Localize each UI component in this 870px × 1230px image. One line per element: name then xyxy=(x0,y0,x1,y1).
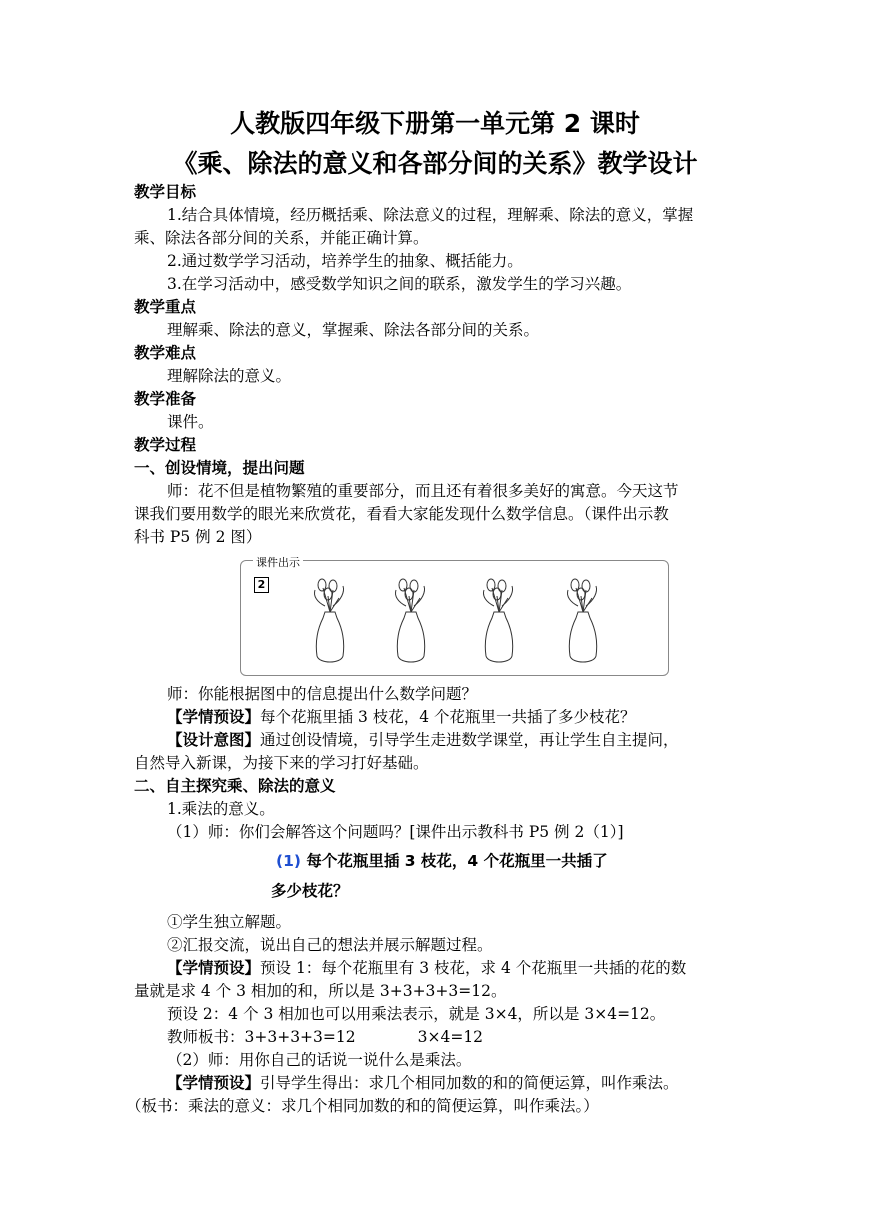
flower-vase-illustration xyxy=(384,576,438,668)
document-title-line-1: 人教版四年级下册第一单元第 2 课时 xyxy=(230,109,640,138)
flower-vase-illustration xyxy=(472,576,526,668)
question-number: (1) xyxy=(276,852,301,870)
preset-1-text: 预设 1：每个花瓶里有 3 枝花，求 4 个花瓶里一共插的花的数 xyxy=(260,959,687,977)
difficulty-heading: 教学难点 xyxy=(134,344,197,362)
section2-step-2: ②汇报交流，说出自己的想法并展示解题过程。 xyxy=(167,936,493,954)
section2-preset-2: 预设 2：4 个 3 相加也可以用乘法表示，就是 3×4，所以是 3×4=12。 xyxy=(167,1005,666,1023)
example-number-badge: 2 xyxy=(254,577,269,593)
section2-board-definition: （板书：乘法的意义：求几个相同加数的和的简便运算，叫作乘法。） xyxy=(126,1097,599,1115)
section1-paragraph-line-2: 课我们要用数学的眼光来欣赏花，看看大家能发现什么数学信息。（课件出示教 xyxy=(134,505,669,523)
prep-text: 课件。 xyxy=(167,413,214,431)
key-text: 理解乘、除法的意义，掌握乘、除法各部分间的关系。 xyxy=(167,321,540,339)
section2-sub-1: （1）师：你们会解答这个问题吗？[课件出示教科书 P5 例 2（1）] xyxy=(167,823,624,841)
preset-text: 每个花瓶里插 3 枝花，4 个花瓶里一共插了多少枝花？ xyxy=(260,708,636,726)
section2-preset-3 xyxy=(167,1072,679,1094)
flower-vase-illustration xyxy=(556,576,610,668)
preset-tag: 【学情预设】 xyxy=(167,1074,261,1092)
process-heading: 教学过程 xyxy=(134,436,197,454)
intent-text: 通过创设情境，引导学生走进数学课堂，再让学生自主提问， xyxy=(260,731,679,749)
section1-paragraph-line-3: 科书 P5 例 2 图） xyxy=(134,528,262,546)
section1-intent xyxy=(167,729,679,751)
section2-item-1: 1.乘法的意义。 xyxy=(167,800,275,818)
section2-sub-2: （2）师：用你自己的话说一说什么是乘法。 xyxy=(167,1051,472,1069)
section2-board: 教师板书：3+3+3+3=12 3×4=12 xyxy=(167,1028,484,1046)
goal-item-1-cont: 乘、除法各部分间的关系，并能正确计算。 xyxy=(134,229,429,247)
section1-heading: 一、创设情境，提出问题 xyxy=(134,459,305,477)
courseware-figure-label: 课件出示 xyxy=(253,554,303,570)
section1-question-prompt: 师：你能根据图中的信息提出什么数学问题？ xyxy=(167,685,478,703)
goal-item-3: 3.在学习活动中，感受数学知识之间的联系，激发学生的学习兴趣。 xyxy=(167,275,632,293)
intent-tag: 【设计意图】 xyxy=(167,731,261,749)
section1-paragraph-line-1: 师：花不但是植物繁殖的重要部分，而且还有着很多美好的寓意。今天这节 xyxy=(167,482,679,500)
key-heading: 教学重点 xyxy=(134,298,197,316)
goals-heading: 教学目标 xyxy=(134,183,197,201)
section2-preset-1 xyxy=(167,957,686,979)
preset-tag: 【学情预设】 xyxy=(167,959,261,977)
section1-preset xyxy=(167,706,636,728)
section2-step-1: ①学生独立解题。 xyxy=(167,913,292,931)
goal-item-1: 1.结合具体情境，经历概括乘、除法意义的过程，理解乘、除法的意义，掌握 xyxy=(167,206,694,224)
question-text-1: 每个花瓶里插 3 枝花，4 个花瓶里一共插了 xyxy=(300,852,608,870)
goal-item-2: 2.通过数学学习活动，培养学生的抽象、概括能力。 xyxy=(167,252,523,270)
section2-heading: 二、自主探究乘、除法的意义 xyxy=(134,777,336,795)
example-question-line-2: 多少枝花？ xyxy=(271,882,349,900)
section2-preset-1-cont: 量就是求 4 个 3 相加的和，所以是 3+3+3+3=12。 xyxy=(134,982,507,1000)
prep-heading: 教学准备 xyxy=(134,390,197,408)
preset-tag: 【学情预设】 xyxy=(167,708,261,726)
flower-vase-illustration xyxy=(303,576,357,668)
section1-intent-cont: 自然导入新课，为接下来的学习打好基础。 xyxy=(134,754,429,772)
example-question-line-1 xyxy=(276,850,608,872)
difficulty-text: 理解除法的意义。 xyxy=(167,367,292,385)
document-title-line-2: 《乘、除法的意义和各部分间的关系》教学设计 xyxy=(172,149,698,178)
preset-3-text: 引导学生得出：求几个相同加数的和的简便运算，叫作乘法。 xyxy=(260,1074,679,1092)
